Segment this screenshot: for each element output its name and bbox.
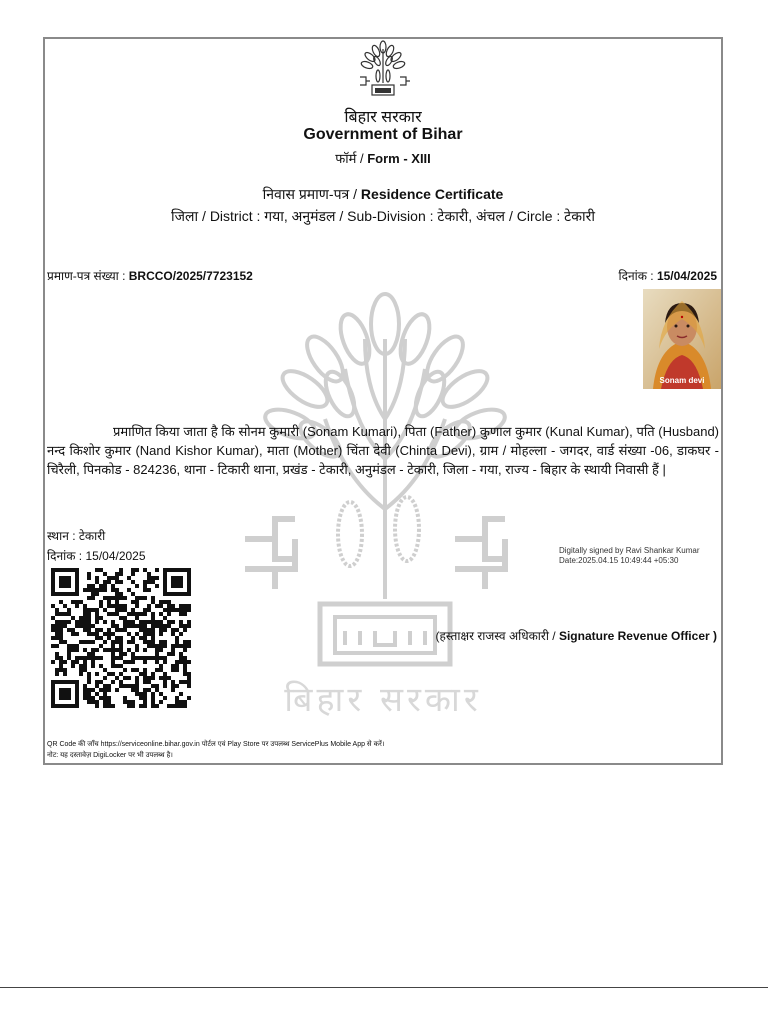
certificate-date-label: दिनांक : bbox=[618, 269, 657, 283]
bihar-emblem-logo bbox=[354, 39, 412, 101]
form-number bbox=[45, 149, 721, 167]
signature-title: Signature Revenue Officer ) bbox=[558, 629, 717, 643]
digital-signature bbox=[559, 546, 700, 566]
qr-code bbox=[51, 568, 191, 708]
district-line: जिला / District : गया, अनुमंडल / Sub-Division : टेकारी, अंचल / Circle : टेकारी bbox=[171, 208, 595, 224]
applicant-photo bbox=[643, 289, 721, 389]
certificate-document bbox=[43, 37, 723, 765]
signature-line bbox=[436, 627, 717, 644]
form-label: Form - XIII bbox=[367, 151, 431, 166]
watermark-text: बिहार सरकार bbox=[284, 680, 482, 720]
digital-signature-line1: Digitally signed by Ravi Shankar Kumar bbox=[559, 546, 700, 555]
certificate-date-value: 15/04/2025 bbox=[656, 269, 717, 283]
digital-signature-line2: Date:2025.04.15 10:49:44 +05:30 bbox=[559, 556, 679, 565]
certificate-title bbox=[45, 185, 721, 204]
place: स्थान : टेकारी bbox=[47, 529, 106, 543]
certificate-date bbox=[618, 267, 717, 284]
header-title-english: Government of Bihar bbox=[303, 126, 463, 143]
applicant-photo-image bbox=[643, 289, 721, 389]
photo-caption: Sonam devi bbox=[659, 376, 705, 385]
form-prefix: फॉर्म / bbox=[335, 151, 368, 166]
certificate-title-english: Residence Certificate bbox=[360, 186, 504, 202]
certification-body: प्रमाणित किया जाता है कि सोनम कुमारी (Sonam Kumari), पिता (Father) कुणाल कुमार (Kunal Kumar), पति (Husband) नन्द किशोर कुमार (Nand Kishor Kumar), माता (Mother) चिंता देवी (Chinta Devi), ग्राम / मोहल्ला - जगदर, वार्ड संख्या -06, डाकघर - चिरैली, पिनकोड - 824236, थाना - टिकारी थाना, प्रखंड - टेकारी, अनुमंडल - टेकारी, जिला - गया, राज्य - बिहार के स्थायी निवासी हैं | bbox=[47, 424, 719, 477]
certificate-number-value: BRCCO/2025/7723152 bbox=[128, 269, 253, 283]
header-title-hindi: बिहार सरकार bbox=[344, 109, 422, 126]
certificate-number-label: प्रमाण-पत्र संख्या : bbox=[47, 269, 129, 283]
footer-qr-note: QR Code की जाँच https://serviceonline.bihar.gov.in पोर्टल एवं Play Store पर उपलब्ध ServicePlus Mobile App से करें। bbox=[47, 741, 385, 748]
certificate-number bbox=[47, 267, 253, 284]
signature-prefix: (हस्ताक्षर राजस्व अधिकारी / bbox=[435, 629, 559, 643]
issue-date: दिनांक : 15/04/2025 bbox=[47, 549, 146, 563]
page-bottom-rule bbox=[0, 987, 768, 988]
certification-text bbox=[47, 422, 719, 479]
footer-digilocker-note: नोट: यह दस्तावेज़ DigiLocker पर भी उपलब्ध है। bbox=[47, 752, 173, 759]
certificate-title-hindi: निवास प्रमाण-पत्र / bbox=[262, 186, 361, 202]
